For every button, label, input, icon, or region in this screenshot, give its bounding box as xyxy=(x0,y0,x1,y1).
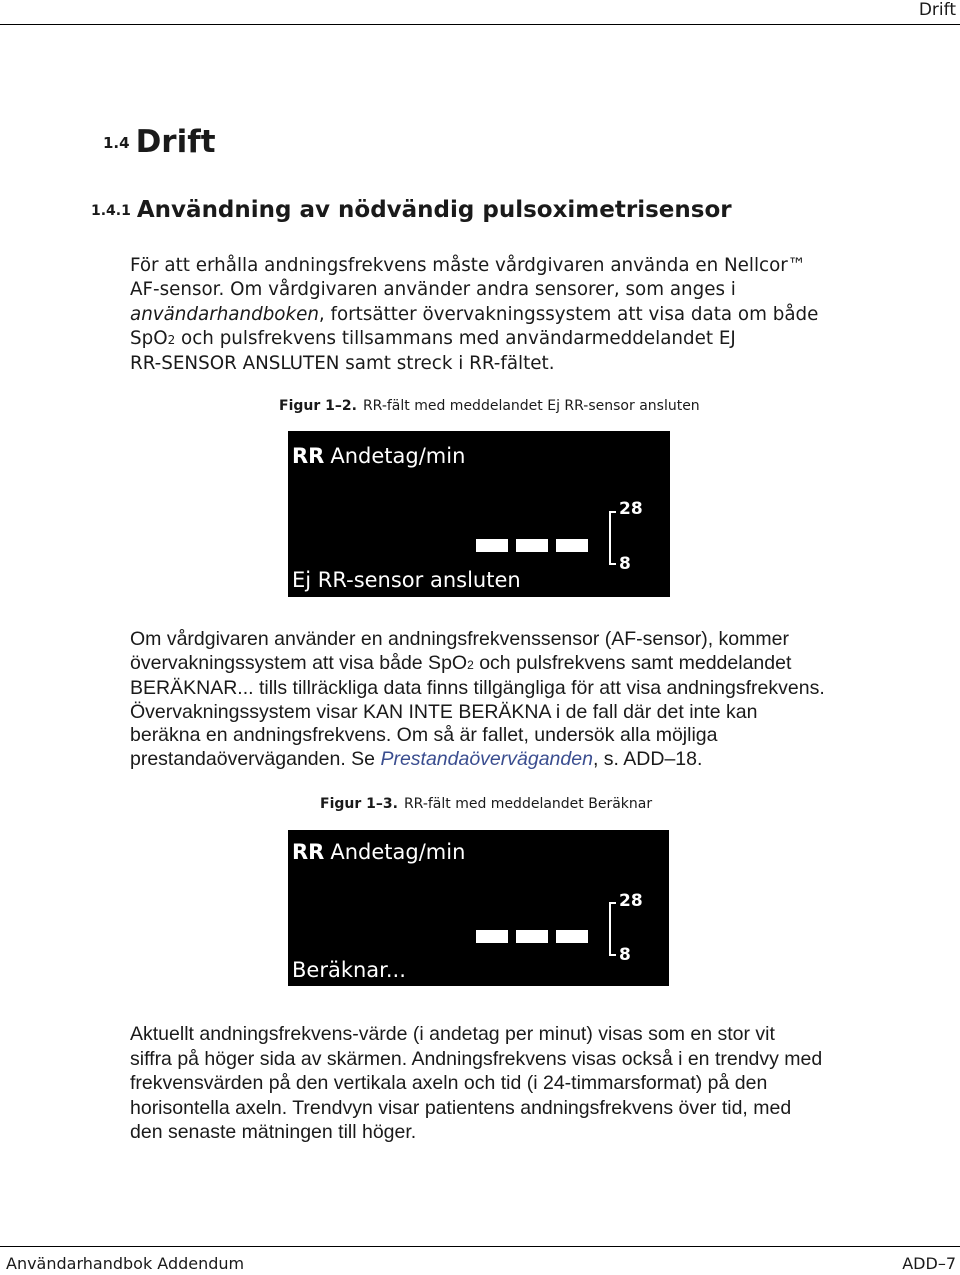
range-bracket xyxy=(609,902,611,956)
range-bracket xyxy=(609,511,611,565)
text-line xyxy=(130,327,820,352)
section-title: Drift xyxy=(135,124,216,160)
text-line: den senaste mätningen till höger. xyxy=(130,1121,417,1144)
rr-screen-sensor-not-connected xyxy=(288,431,670,597)
status-message: Ej RR-sensor ansluten xyxy=(292,568,521,592)
subsection-number: 1.4.1 xyxy=(91,203,131,219)
rr-dash xyxy=(476,930,508,943)
figure-label: Figur 1–2. xyxy=(279,398,357,414)
text-line xyxy=(130,748,820,772)
text-line: Aktuellt andningsfrekvens-värde (i andetag per minut) visas som en stor vit xyxy=(130,1023,775,1045)
footer-document-title: Användarhandbok Addendum xyxy=(6,1254,245,1273)
alarm-high-limit: 28 xyxy=(619,891,643,911)
rr-dash xyxy=(556,930,588,943)
text-line: RR-SENSOR ANSLUTEN samt streck i RR-fältet. xyxy=(130,353,555,375)
paragraph-calculating xyxy=(130,628,825,772)
subscript: 2 xyxy=(167,332,176,347)
text-span: prestandaöverväganden. Se xyxy=(130,747,381,770)
text-line: Övervakningssystem visar KAN INTE BERÄKNA i de fall där det inte kan xyxy=(130,700,758,723)
text-line: BERÄKNAR... tills tillräckliga data finns tillgängliga för att visa andningsfrekvens. xyxy=(130,677,825,700)
figure-label: Figur 1–3. xyxy=(320,796,398,812)
alarm-low-limit: 8 xyxy=(619,945,631,965)
rr-label: RR xyxy=(292,444,325,468)
cross-reference-link[interactable]: Prestandaöverväganden xyxy=(380,747,593,770)
figure-caption xyxy=(279,398,700,414)
caption-text: RR-fält med meddelandet Ej RR-sensor ansluten xyxy=(362,398,700,414)
text-line xyxy=(130,303,820,327)
text-line: AF-sensor. Om vårdgivaren använder andra sensorer, som anges i xyxy=(130,279,736,301)
rr-dash xyxy=(476,539,508,552)
rr-header xyxy=(292,444,465,468)
range-bracket-top xyxy=(609,902,616,904)
rr-label: RR xyxy=(292,840,325,864)
rr-dash xyxy=(516,539,548,552)
figure-caption xyxy=(320,796,652,812)
text-line: Om vårdgivaren använder en andningsfrekvenssensor (AF-sensor), kommer xyxy=(130,628,789,650)
section-number: 1.4 xyxy=(103,134,130,152)
text-line: horisontella axeln. Trendvyn visar patientens andningsfrekvens över tid, med xyxy=(130,1096,792,1119)
rr-dash xyxy=(516,930,548,943)
text-line: frekvensvärden på den vertikala axeln och tid (i 24-timmarsformat) på den xyxy=(130,1072,768,1095)
text-line: beräkna en andningsfrekvens. Om så är fallet, undersök alla möjliga xyxy=(130,724,718,747)
rr-dash xyxy=(556,539,588,552)
paragraph-trend-view xyxy=(130,1022,823,1145)
text-span: övervakningssystem att visa både SpO xyxy=(130,651,468,674)
manual-reference: användarhandboken xyxy=(130,303,319,325)
range-bracket-bottom xyxy=(609,563,616,565)
alarm-low-limit: 8 xyxy=(619,554,631,574)
text-line: För att erhålla andningsfrekvens måste vårdgivaren använda en Nellcor™ xyxy=(130,255,807,276)
text-span: och pulsfrekvens samt meddelandet xyxy=(473,651,792,674)
alarm-high-limit: 28 xyxy=(619,499,643,519)
unit-label: Andetag/min xyxy=(330,444,466,468)
running-header-title: Drift xyxy=(918,0,956,20)
paragraph-sensor-intro xyxy=(130,254,820,376)
section-heading xyxy=(103,124,216,160)
range-bracket-bottom xyxy=(609,954,616,956)
text-span: SpO xyxy=(130,327,168,349)
subscript: 2 xyxy=(467,657,474,672)
text-span: och pulsfrekvens tillsammans med användarmeddelandet EJ xyxy=(175,327,736,349)
subsection-title: Användning av nödvändig pulsoximetrisensor xyxy=(136,197,732,223)
footer-rule xyxy=(0,1246,960,1247)
text-line xyxy=(130,652,820,678)
subsection-heading xyxy=(91,197,732,223)
header-rule xyxy=(0,24,960,25)
rr-header xyxy=(292,840,465,864)
text-span: , s. ADD–18. xyxy=(592,747,703,770)
caption-text: RR-fält med meddelandet Beräknar xyxy=(403,796,653,812)
status-message: Beräknar... xyxy=(292,958,406,982)
range-bracket-top xyxy=(609,511,616,513)
rr-screen-calculating xyxy=(288,830,669,986)
footer-page-number: ADD–7 xyxy=(902,1254,956,1273)
text-line: siffra på höger sida av skärmen. Andningsfrekvens visas också i en trendvy med xyxy=(130,1047,823,1070)
text-span: , fortsätter övervakningssystem att visa data om både xyxy=(318,303,819,325)
unit-label: Andetag/min xyxy=(330,840,466,864)
